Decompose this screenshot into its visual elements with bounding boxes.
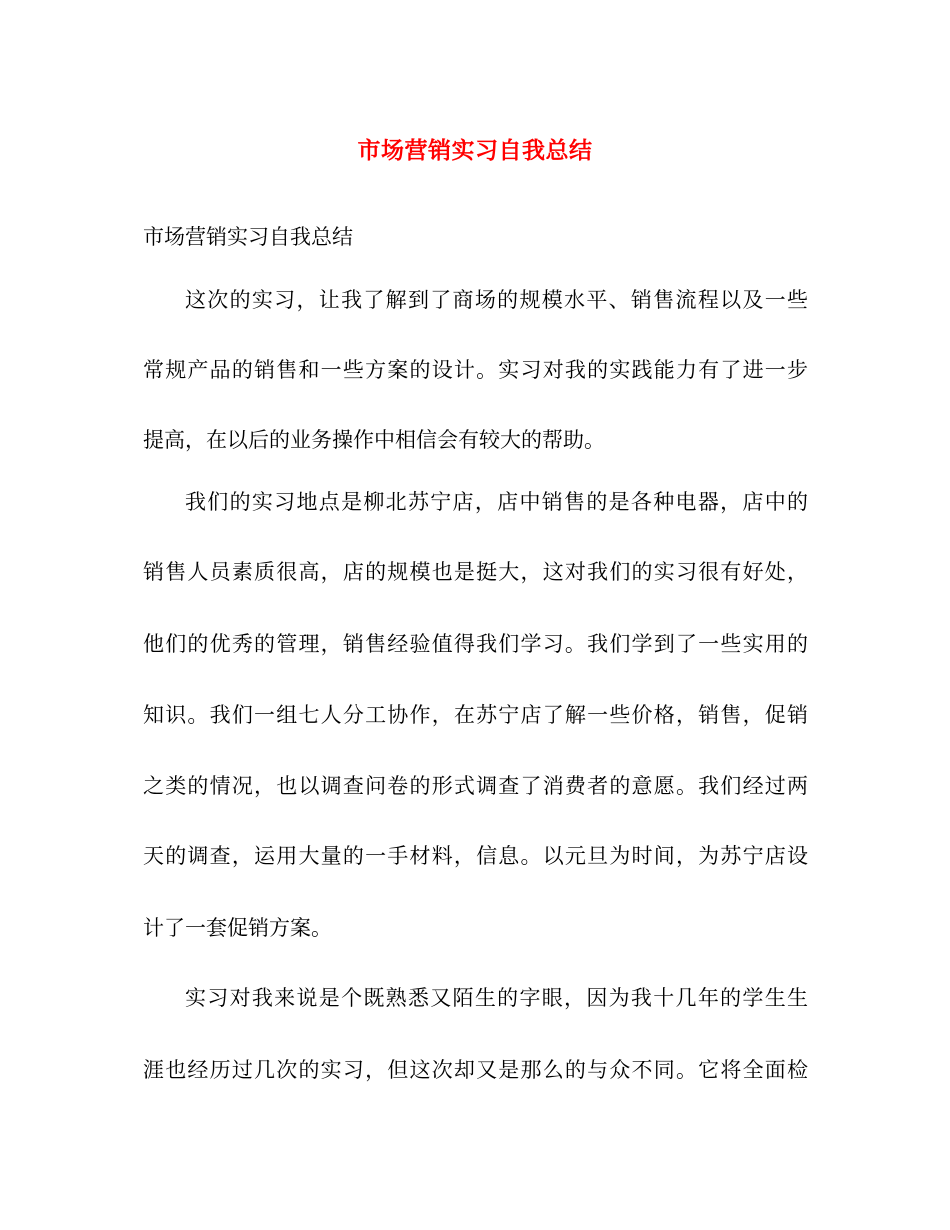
paragraph-line: 之类的情况，也以调查问卷的形式调查了消费者的意愿。我们经过两 xyxy=(143,774,808,798)
paragraph-line: 天的调查，运用大量的一手材料，信息。以元旦为时间，为苏宁店设 xyxy=(143,844,808,868)
paragraph-line: 知识。我们一组七人分工协作，在苏宁店了解一些价格，销售，促销 xyxy=(143,703,808,727)
document-title: 市场营销实习自我总结 xyxy=(357,137,593,164)
paragraph-line: 提高，在以后的业务操作中相信会有较大的帮助。 xyxy=(143,428,605,452)
paragraph-line: 他们的优秀的管理，销售经验值得我们学习。我们学到了一些实用的 xyxy=(143,632,808,656)
paragraph-line: 计了一套促销方案。 xyxy=(143,916,332,940)
paragraph-line: 实习对我来说是个既熟悉又陌生的字眼，因为我十几年的学生生 xyxy=(185,986,808,1010)
paragraph-line: 常规产品的销售和一些方案的设计。实习对我的实践能力有了进一步 xyxy=(143,358,808,382)
paragraph-line: 销售人员素质很高，店的规模也是挺大，这对我们的实习很有好处， xyxy=(143,560,808,584)
paragraph-line: 这次的实习，让我了解到了商场的规模水平、销售流程以及一些 xyxy=(185,288,808,312)
document-subtitle: 市场营销实习自我总结 xyxy=(143,225,353,249)
paragraph-line: 我们的实习地点是柳北苏宁店，店中销售的是各种电器，店中的 xyxy=(185,490,808,514)
paragraph-line: 涯也经历过几次的实习，但这次却又是那么的与众不同。它将全面检 xyxy=(143,1058,808,1082)
